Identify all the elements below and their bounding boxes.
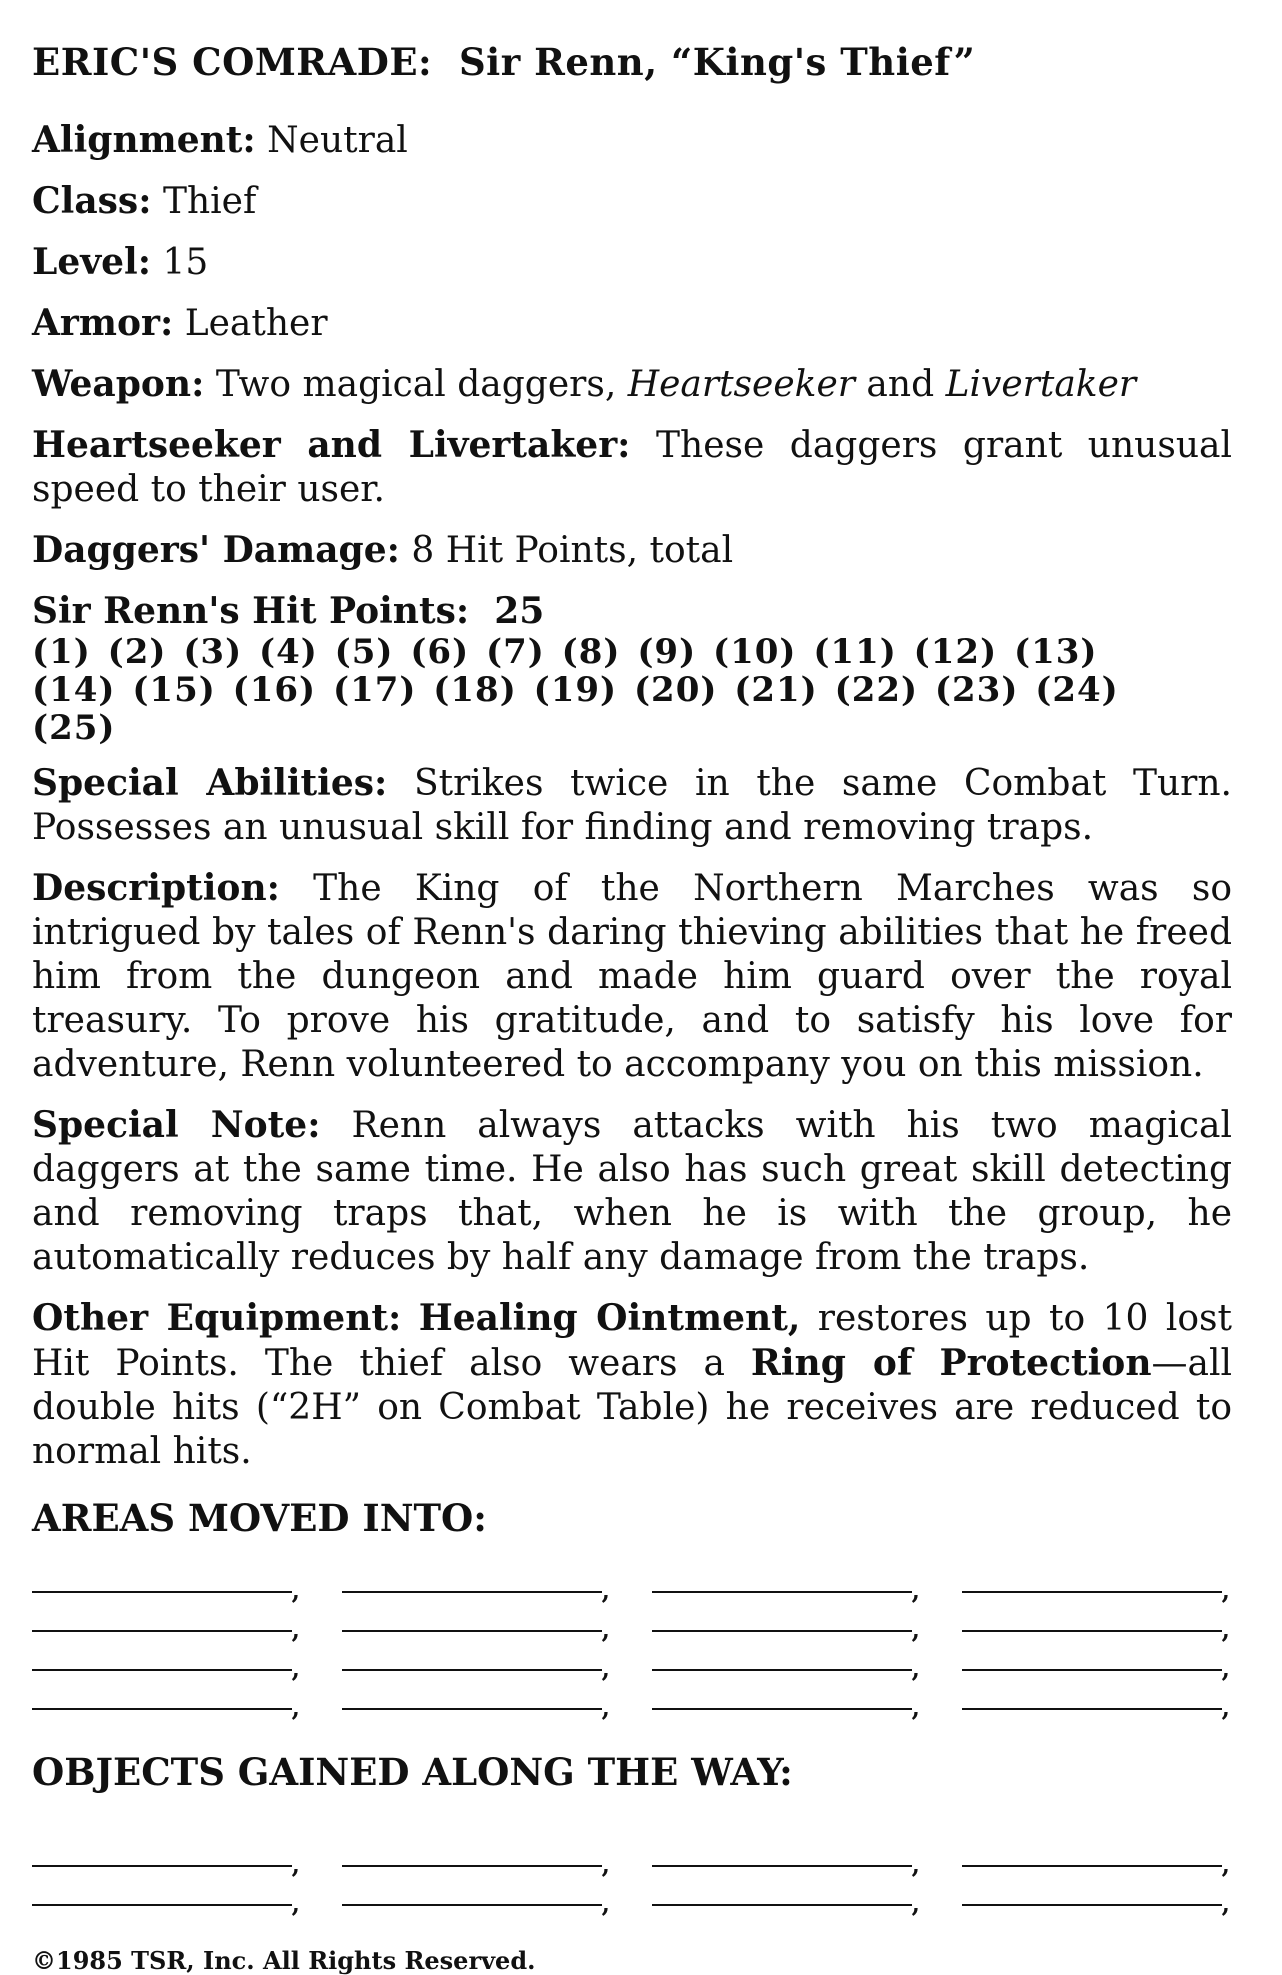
stat-label: Class: [32,180,152,222]
area-blank[interactable] [342,1629,602,1632]
stat-value: Thief [162,181,257,222]
dagger-name-livertaker: Livertaker [945,364,1137,405]
stat-value: Leather [184,303,328,344]
description-entry [32,866,1232,1087]
special-abilities-label: Special Abilities: [32,762,388,804]
object-blank[interactable] [652,1903,912,1906]
area-blank[interactable] [652,1590,912,1593]
damage-label: Daggers' Damage: [32,529,400,571]
character-heading [32,40,1232,84]
object-blank[interactable] [342,1864,602,1867]
areas-blanks [32,1554,1222,1710]
area-blank[interactable] [32,1629,292,1632]
healing-ointment: Healing Ointment, [418,1297,801,1339]
hit-points-track-1[interactable]: (1) (2) (3) (4) (5) (6) (7) (8) (9) (10) (11) (12) (13) [32,632,1098,672]
weapon-mid: and [866,364,935,405]
object-blank[interactable] [32,1903,292,1906]
blank-row [32,1554,1222,1593]
area-blank[interactable] [652,1629,912,1632]
area-blank[interactable] [962,1668,1222,1671]
area-blank[interactable] [32,1707,292,1710]
damage-entry [32,528,1232,573]
stat-label: Level: [32,241,152,283]
object-blank[interactable] [32,1864,292,1867]
other-equipment-entry [32,1296,1232,1474]
stat-level [32,240,1232,285]
objects-heading: OBJECTS GAINED ALONG THE WAY: [32,1750,793,1794]
stat-value: 15 [162,242,209,283]
description-label: Description: [32,867,280,909]
daggers-label: Heartseeker and Livertaker: [32,424,631,466]
ring-of-protection: Ring of Protection [750,1342,1152,1384]
daggers-text: These daggers grant unusual speed to their user. [32,425,1232,510]
character-name: Sir Renn, “King's Thief” [458,40,976,84]
stat-class [32,179,1232,224]
weapon-label: Weapon: [32,363,205,405]
special-abilities-entry [32,761,1232,850]
blank-row [32,1593,1222,1632]
hit-points-header [32,589,1232,633]
other-equipment-text-2: —all double hits (“2H” on Combat Table) he receives are reduced to normal hits. [32,1343,1232,1472]
special-note-label: Special Note: [32,1104,321,1146]
heading-label: ERIC'S COMRADE: [32,40,433,84]
stat-label: Armor: [32,302,174,344]
hit-points-track-3[interactable]: (25) [32,708,116,748]
copyright: ©1985 TSR, Inc. All Rights Reserved. [32,1946,536,1975]
area-blank[interactable] [342,1590,602,1593]
blank-row [32,1867,1222,1906]
area-blank[interactable] [342,1668,602,1671]
area-blank[interactable] [32,1590,292,1593]
object-blank[interactable] [962,1903,1222,1906]
dagger-name-heartseeker: Heartseeker [627,364,855,405]
blank-row [32,1632,1222,1671]
special-abilities-text: Strikes twice in the same Combat Turn. Possesses an unusual skill for finding and removing traps. [32,763,1232,848]
stat-value: Neutral [267,120,408,161]
other-equipment-label: Other Equipment: [32,1297,402,1339]
stat-weapon [32,362,1232,407]
area-blank[interactable] [962,1707,1222,1710]
stat-alignment [32,118,1232,163]
stat-label: Alignment: [32,119,256,161]
weapon-pre: Two magical daggers, [215,364,617,405]
area-blank[interactable] [652,1707,912,1710]
hit-points-label: Sir Renn's Hit Points: [32,590,470,632]
hit-points-track-2[interactable]: (14) (15) (16) (17) (18) (19) (20) (21) (22) (23) (24) [32,670,1119,710]
area-blank[interactable] [32,1668,292,1671]
blank-row [32,1671,1222,1710]
objects-blanks [32,1828,1222,1906]
stat-armor [32,301,1232,346]
character-sheet [32,40,1232,1975]
area-blank[interactable] [962,1629,1222,1632]
object-blank[interactable] [962,1864,1222,1867]
special-note-entry [32,1103,1232,1280]
object-blank[interactable] [652,1864,912,1867]
blank-row [32,1828,1222,1867]
hit-points-entry [32,589,1232,747]
area-blank[interactable] [652,1668,912,1671]
damage-value: 8 Hit Points, total [411,530,734,571]
area-blank[interactable] [962,1590,1222,1593]
areas-heading: AREAS MOVED INTO: [32,1496,487,1540]
area-blank[interactable] [342,1707,602,1710]
object-blank[interactable] [342,1903,602,1906]
other-equipment-text-1: restores up to 10 lost Hit Points. The thief also wears a [32,1298,1232,1384]
hit-points-value: 25 [494,590,545,632]
description-text: The King of the Northern Marches was so intrigued by tales of Renn's daring thieving abilities that he freed him from the dungeon and made him guard over the royal treasury. To prove his gratitude, and to satisfy his love for adventure, Renn volunteered to accompany you on this mission. [32,868,1232,1085]
special-note-text: Renn always attacks with his two magical daggers at the same time. He also has such great skill detecting and removing traps that, when he is with the group, he automatically reduces by half any damage from the traps. [32,1105,1232,1278]
daggers-entry [32,423,1232,512]
